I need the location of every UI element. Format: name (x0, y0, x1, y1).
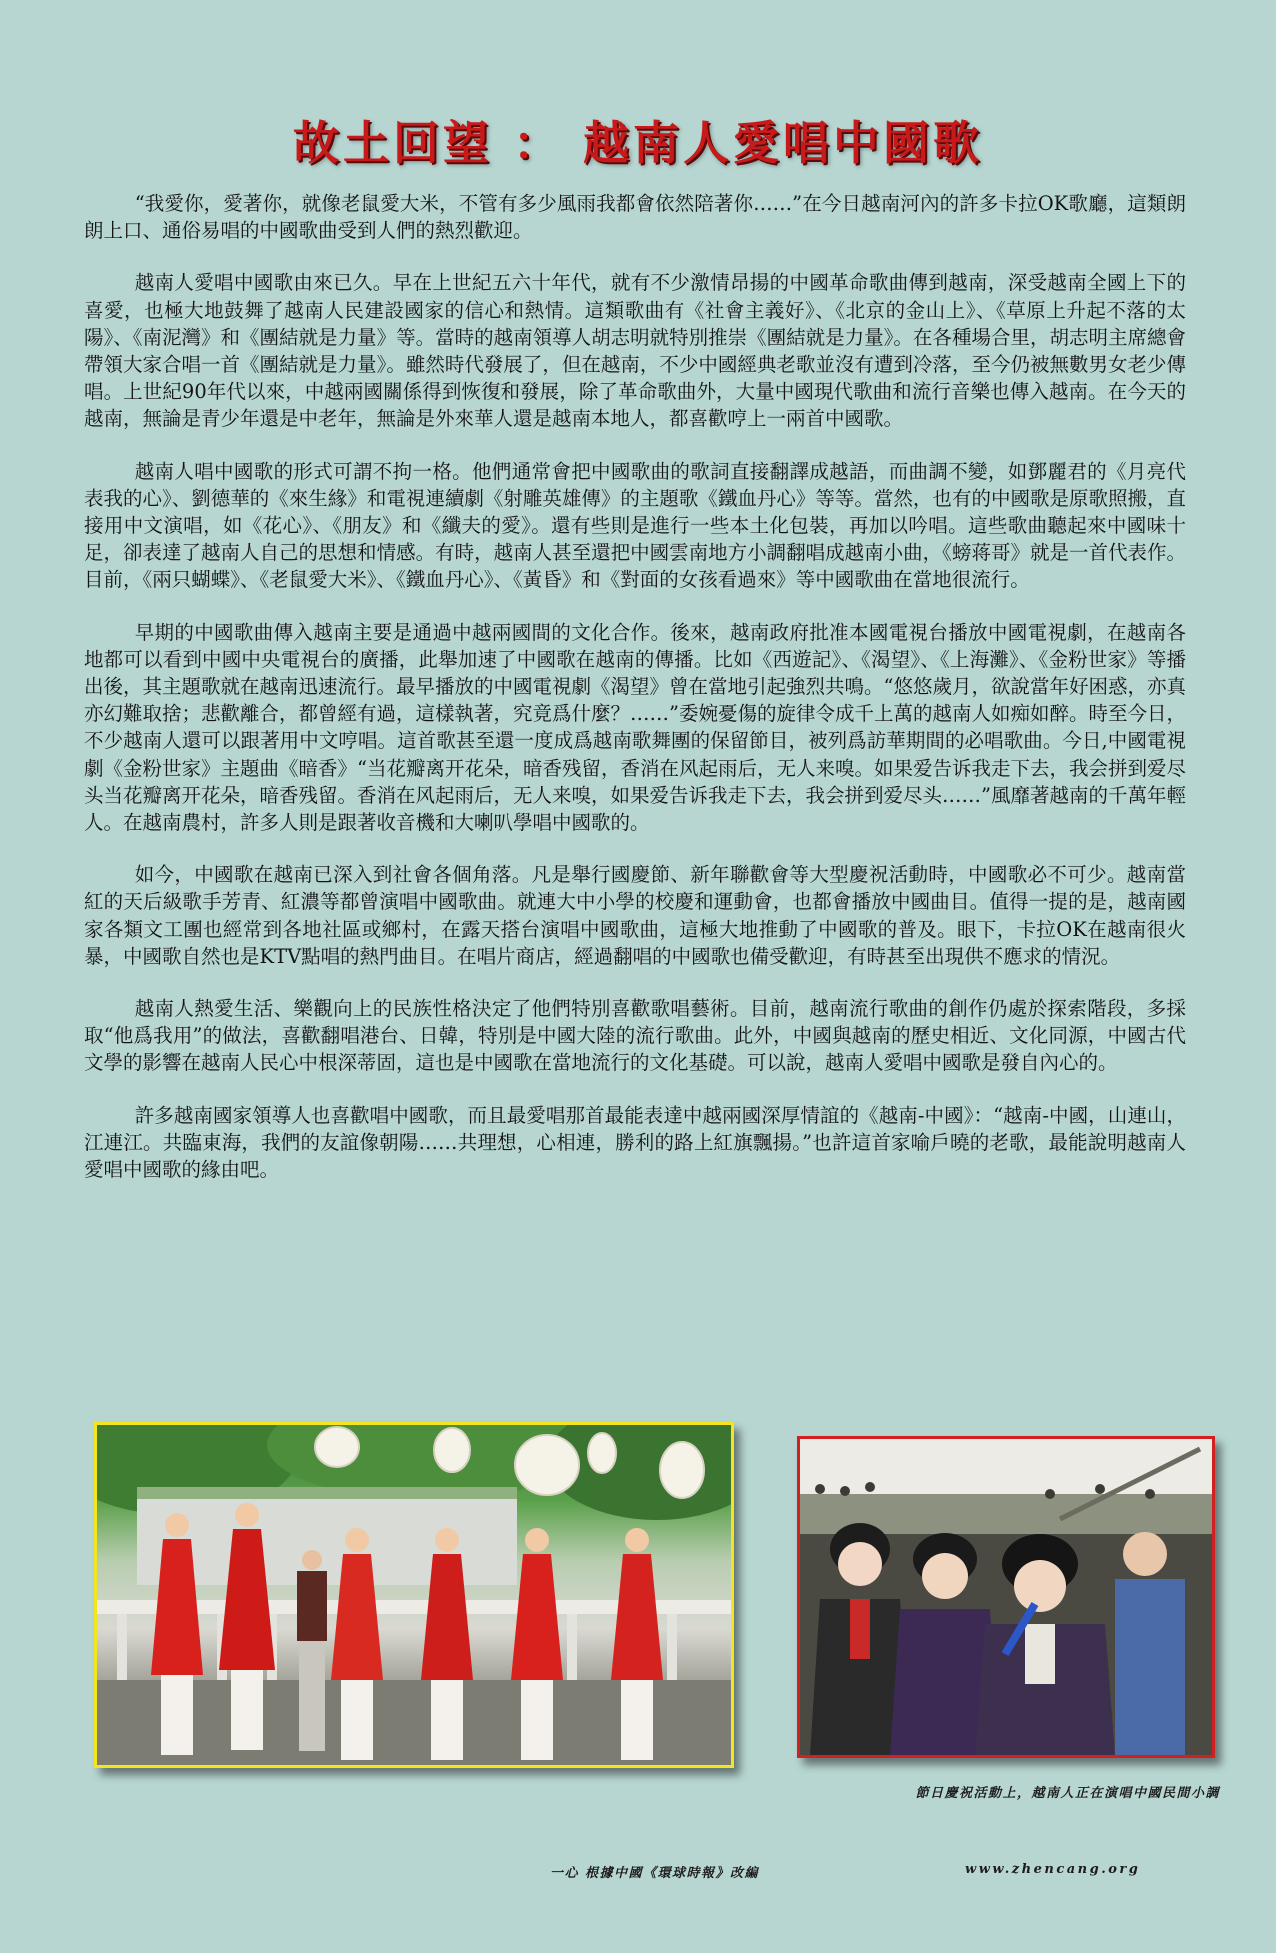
paragraph: 許多越南國家領導人也喜歡唱中國歌，而且最愛唱那首最能表達中越兩國深厚情誼的《越南-中國》：“越南-中國，山連山，江連江。共臨東海，我們的友誼像朝陽……共理想，心相連，勝利的路上紅旗飄揚。”也許這首家喻戶曉的老歌，最能說明越南人愛唱中國歌的緣由吧。 (84, 1103, 1186, 1182)
page-title: 故土回望 ： 越南人愛唱中國歌 (292, 115, 984, 170)
singers-photo (797, 1436, 1215, 1758)
dancers-illustration (97, 1425, 731, 1765)
singers-illustration (800, 1439, 1212, 1755)
paragraph: 早期的中國歌曲傳入越南主要是通過中越兩國間的文化合作。後來，越南政府批准本國電視台播放中國電視劇，在越南各地都可以看到中國中央電視台的廣播，此舉加速了中國歌在越南的傳播。比如《西遊記》、《渴望》、《上海灘》、《金粉世家》等播出後，其主題歌就在越南迅速流行。最早播放的中國電視劇《渴望》曾在當地引起強烈共鳴。“悠悠歲月，欲說當年好困惑，亦真亦幻難取捨；悲歡離合，都曾經有過，這樣執著，究竟爲什麼？……”委婉憂傷的旋律令成千上萬的越南人如痴如醉。時至今日，不少越南人還可以跟著用中文哼唱。這首歌甚至還一度成爲越南歌舞團的保留節目，被列爲訪華期間的必唱歌曲。今日,中國電視劇《金粉世家》主題曲《暗香》“当花瓣离开花朵，暗香残留，香消在风起雨后，无人来嗅。如果爱告诉我走下去，我会拼到爱尽头当花瓣离开花朵，暗香残留。香消在风起雨后，无人来嗅，如果爱告诉我走下去，我会拼到爱尽头……”風靡著越南的千萬年輕人。在越南農村，許多人則是跟著收音機和大喇叭學唱中國歌的。 (84, 620, 1186, 835)
article-body (84, 190, 1186, 1208)
dancers-photo (94, 1422, 734, 1768)
photo-caption: 節日慶祝活動上，越南人正在演唱中國民間小調 (915, 1786, 1220, 1801)
paragraph: 越南人愛唱中國歌由來已久。早在上世紀五六十年代，就有不少激情昂揚的中國革命歌曲傳到越南，深受越南全國上下的喜愛，也極大地鼓舞了越南人民建設國家的信心和熱情。這類歌曲有《社會主義好》、《北京的金山上》、《草原上升起不落的太陽》、《南泥灣》和《團結就是力量》等。當時的越南領導人胡志明就特別推崇《團結就是力量》。在各種場合里，胡志明主席總會帶領大家合唱一首《團結就是力量》。雖然時代發展了，但在越南，不少中國經典老歌並沒有遭到冷落，至今仍被無數男女老少傳唱。上世紀90年代以來，中越兩國關係得到恢復和發展，除了革命歌曲外，大量中國現代歌曲和流行音樂也傳入越南。在今天的越南，無論是青少年還是中老年，無論是外來華人還是越南本地人，都喜歡哼上一兩首中國歌。 (84, 271, 1186, 431)
paragraph: 越南人熱愛生活、樂觀向上的民族性格決定了他們特別喜歡歌唱藝術。目前，越南流行歌曲的創作仍處於探索階段，多採取“他爲我用”的做法，喜歡翻唱港台、日韓，特別是中國大陸的流行歌曲。此外，中國與越南的歷史相近、文化同源，中國古代文學的影響在越南人民心中根深蒂固，這也是中國歌在當地流行的文化基礎。可以說，越南人愛唱中國歌是發自內心的。 (84, 997, 1186, 1075)
footer-url[interactable]: www.zhencang.org (965, 1862, 1141, 1877)
paragraph: 越南人唱中國歌的形式可謂不拘一格。他們通常會把中國歌曲的歌詞直接翻譯成越語，而曲調不變，如鄧麗君的《月亮代表我的心》、劉德華的《來生緣》和電視連續劇《射雕英雄傳》的主題歌《鐵血丹心》等等。當然，也有的中國歌是原歌照搬，直接用中文演唱，如《花心》、《朋友》和《纖夫的愛》。還有些則是進行一些本土化包裝，再加以吟唱。這些歌曲聽起來中國味十足，卻表達了越南人自己的思想和情感。有時，越南人甚至還把中國雲南地方小調翻唱成越南小曲，《螃蒋哥》就是一首代表作。目前，《兩只蝴蝶》、《老鼠愛大米》、《鐵血丹心》、《黃昏》和《對面的女孩看過來》等中國歌曲在當地很流行。 (84, 459, 1186, 592)
footer-source: 一心 根據中國《環球時報》改編 (550, 1866, 760, 1881)
paragraph: 如今，中國歌在越南已深入到社會各個角落。凡是舉行國慶節、新年聯歡會等大型慶祝活動時，中國歌必不可少。越南當紅的天后級歌手芳青、紅濃等都曾演唱中國歌曲。就連大中小學的校慶和運動會，也都會播放中國曲目。值得一提的是，越南國家各類文工團也經常到各地社區或鄉村，在露天搭台演唱中國歌曲，這極大地推動了中國歌的普及。眼下，卡拉OK在越南很火暴，中國歌自然也是KTV點唱的熱門曲目。在唱片商店，經過翻唱的中國歌也備受歡迎，有時甚至出現供不應求的情況。 (84, 863, 1186, 968)
paragraph: “我愛你，愛著你，就像老鼠愛大米，不管有多少風雨我都會依然陪著你……”在今日越南河內的許多卡拉OK歌廳，這類朗朗上口、通俗易唱的中國歌曲受到人們的熱烈歡迎。 (84, 192, 1186, 243)
